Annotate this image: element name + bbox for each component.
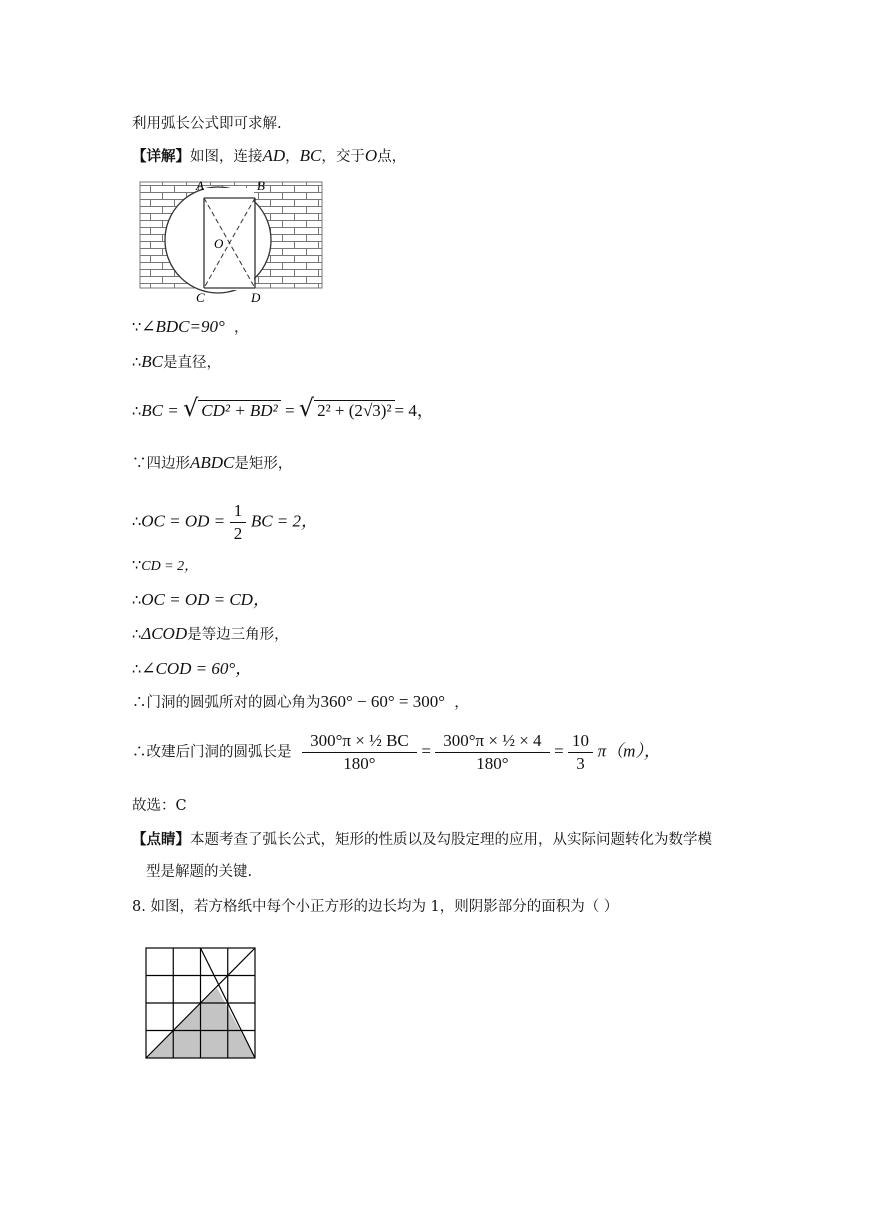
arc-angle-line: ∴门洞的圆弧所对的圆心角为360° − 60° = 300° ， bbox=[132, 692, 469, 711]
equilateral-line: ∴ΔCOD是等边三角形， bbox=[132, 624, 289, 643]
pythagoras-line: ∴BC = √ CD² + BD² = √ 2² + (2√3)² = 4， bbox=[132, 394, 434, 422]
rectangle-line: ∵四边形ABDC是矩形， bbox=[132, 453, 293, 472]
note-line-1: 【点睛】本题考查了弧长公式，矩形的性质以及勾股定理的应用，从实际问题转化为数学模 bbox=[132, 831, 712, 848]
label-o: O bbox=[214, 236, 224, 251]
grid-figure bbox=[144, 946, 258, 1062]
answer-line: 故选：C bbox=[132, 798, 187, 814]
note-line-2: 型是解题的关键. bbox=[146, 864, 253, 880]
cd-line: ∵CD = 2， bbox=[132, 558, 199, 574]
label-b: B bbox=[257, 178, 265, 193]
question-8: 8. 如图，若方格纸中每个小正方形的边长均为 1，则阴影部分的面积为（ ） bbox=[132, 899, 619, 915]
intro-line: 利用弧长公式即可求解. bbox=[132, 116, 282, 132]
diameter-line: ∴BC是直径， bbox=[132, 352, 221, 371]
arch-figure bbox=[138, 178, 324, 306]
arc-length-line: ∴改建后门洞的圆弧长是 $\frac{\text{300°π × ½ BC}}{180^\circ}$ = $\frac{\text{300°π × ½ × 4}}{180^\circ}$ = $\frac{10}{3}$ π（m）， bbox=[132, 731, 661, 773]
angle-bdc-line: ∵∠BDC=90° ， bbox=[132, 317, 249, 336]
oc-od-line: ∴OC = OD = $\frac{1}{2}$ BC = 2， bbox=[132, 501, 319, 543]
label-d: D bbox=[251, 290, 261, 305]
label-a: A bbox=[196, 178, 204, 193]
detail-line: 【详解】如图，连接AD，BC，交于O点， bbox=[132, 146, 407, 165]
label-c: C bbox=[196, 290, 205, 305]
angle-cod-line: ∴∠COD = 60°， bbox=[132, 659, 253, 678]
oc-od-cd-line: ∴OC = OD = CD， bbox=[132, 590, 270, 609]
